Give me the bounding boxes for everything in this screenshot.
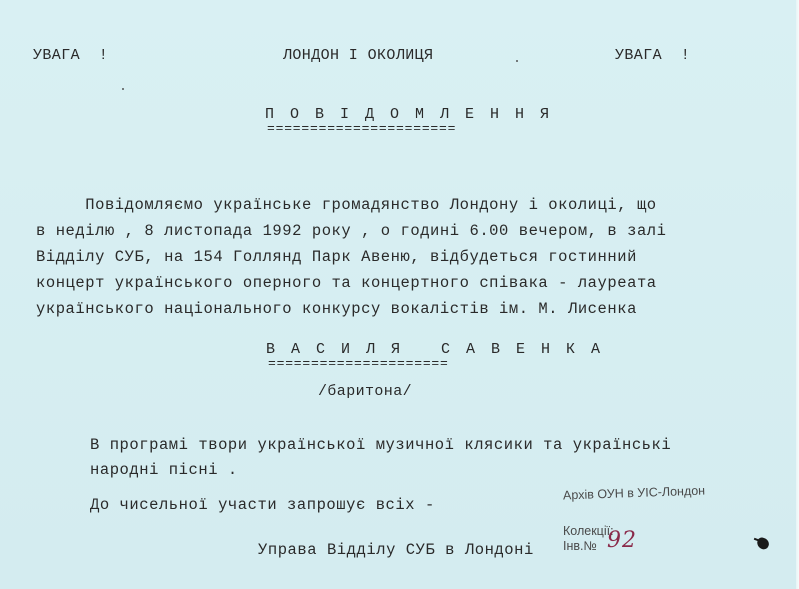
body-line-1: Повідомляємо українське громадянство Лондону і околиці, що [36, 196, 657, 214]
body-line-3: Відділу СУБ, на 154 Голлянд Парк Авеню, відбудеться гостинний [36, 248, 637, 266]
performer-name-underline: ===================== [268, 356, 449, 371]
archive-inventory-number: 92 [607, 528, 637, 553]
signature-text: Управа Відділу СУБ в Лондоні [258, 541, 534, 559]
performer-name: В А С И Л Я С А В Е Н К А [266, 341, 604, 358]
document-title: П О В І Д О М Л Е Н Н Я [265, 106, 553, 123]
archive-stamp-inventory-label: Інв.№ [563, 539, 597, 553]
performer-voice: /баритона/ [318, 383, 413, 400]
body-line-4: концерт українського оперного та концертного співака - лауреата [36, 274, 657, 292]
ink-speck [122, 88, 124, 90]
ink-blot [755, 536, 770, 550]
ink-speck [516, 60, 518, 62]
header-attention-left: УВАГА ! [33, 47, 109, 64]
body-line-2: в неділю , 8 листопада 1992 року , о годині 6.00 вечером, в залі [36, 222, 667, 240]
archive-stamp-collection: Колекції: [563, 524, 614, 538]
header-attention-right: УВАГА ! [615, 47, 691, 64]
invitation-text: До чисельної участи запрошує всіх - [90, 496, 435, 514]
header-location: ЛОНДОН І ОКОЛИЦЯ [283, 47, 434, 64]
title-underline: ====================== [267, 121, 457, 136]
archive-stamp-text: Архів ОУН в УІС-Лондон [562, 483, 706, 503]
body-line-5: українського національного конкурсу вокалістів ім. М. Лисенка [36, 300, 637, 318]
program-line-1: В програмі твори української музичної клясики та українські [90, 436, 672, 454]
program-line-2: народні пісні . [90, 461, 238, 479]
